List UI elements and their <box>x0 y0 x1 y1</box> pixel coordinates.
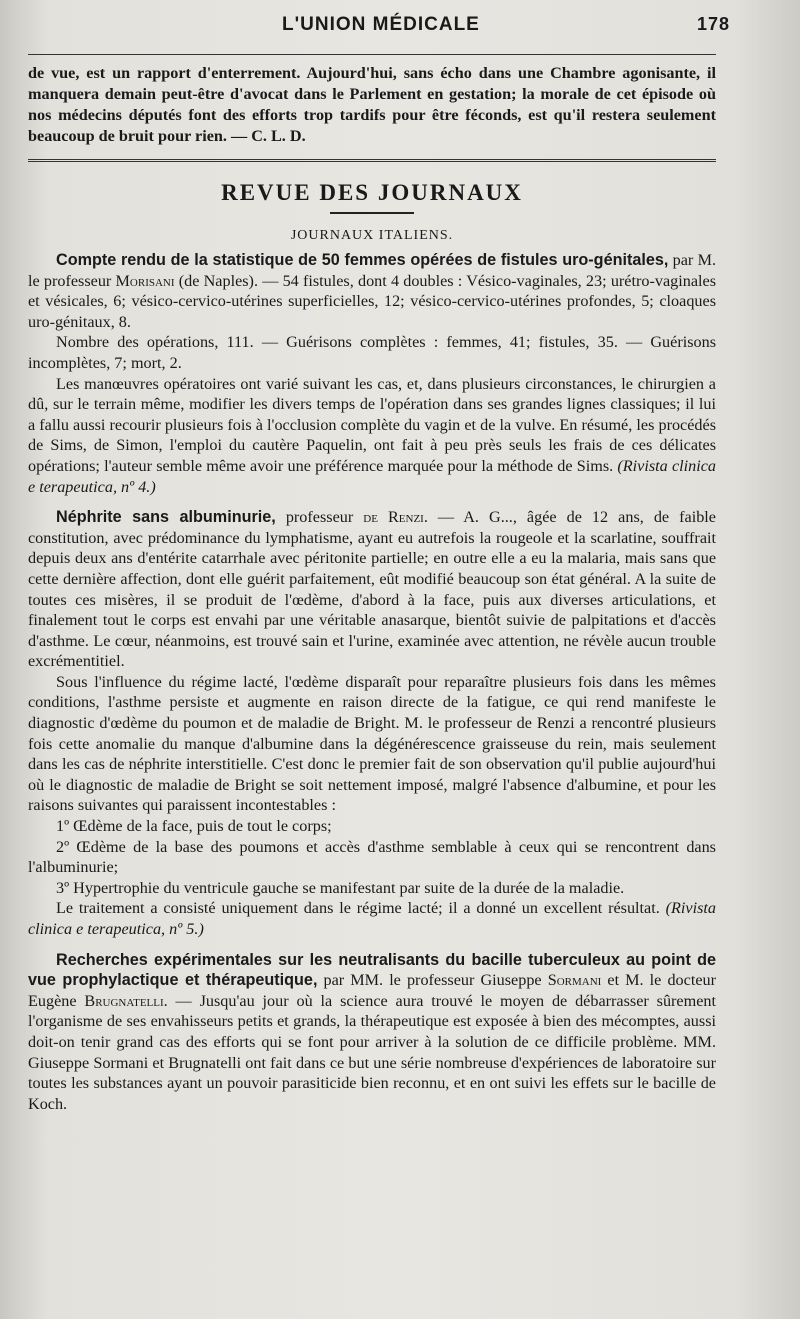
article-recherches <box>28 950 716 1115</box>
article-paragraph <box>28 898 716 939</box>
paragraph-text: Les manœuvres opératoires ont varié suivant les cas, et, dans plusieurs circonstances, le chirurgien a dû, sur le terrain même, modifier les divers temps de l'opération dans ses grandes lignes classiques; il lui a fallu aussi recourir plusieurs fois à l'occlusion complète du vagin et de la vulve. En résumé, les procédés de Sims, de Simon, l'emploi du cautère Paquelin, ont fait à peu près seuls les frais de ces délicates opérations; l'auteur semble même avoir une préférence marquée pour la méthode de Sims. <box>28 374 716 475</box>
article-headline: Néphrite sans albuminurie, <box>56 508 276 527</box>
page-number: 178 <box>696 14 730 34</box>
article-body: . — Jusqu'au jour où la science aura trouvé le moyen de débarrasser sûrement l'organisme de ses envahisseurs petits et grands, la thérapeutique est exposée à bien des mécomptes, aussi doit-on tenir grand cas des efforts qui se font pour arriver à la solution de ce difficile problème. MM. Giuseppe Sormani et Brugnatelli ont fait dans ce but une série nombreuse d'expériences de laboratoire sur toutes les substances ayant un pouvoir parasiticide bien reconnu, et en ont suivi les effets sur le bacille de Koch. <box>28 991 716 1113</box>
paragraph-text: Le traitement a consisté uniquement dans le régime lacté; il a donné un excellent résultat. <box>56 899 660 918</box>
source-citation: (Rivista clinica e terapeutica, nº 5.) <box>28 899 716 938</box>
article-headline: Compte rendu de la statistique de 50 femmes opérées de fistules uro-génitales, <box>56 251 669 269</box>
article-fistules <box>28 250 716 332</box>
article-nephrite <box>28 507 716 672</box>
author-name: Morisani <box>115 271 175 290</box>
article-paragraph <box>28 374 716 498</box>
list-item: 3º Hypertrophie du ventricule gauche se manifestant par suite de la durée de la maladie. <box>56 878 625 897</box>
author-name: Sormani <box>547 971 602 990</box>
source-citation: (Rivista clinica e terapeutica, nº 4.) <box>28 456 716 496</box>
journal-title: L'UNION MÉDICALE <box>282 14 480 35</box>
list-item: 2º Œdème de la base des poumons et accès d'asthme semblable à ceux qui se rencontrent dans l'albuminurie; <box>28 837 716 877</box>
author-connector: et M. le docteur Eugène <box>28 971 716 1010</box>
author-prefix: par MM. le professeur Giuseppe <box>317 971 548 990</box>
subsection-title: JOURNAUX ITALIENS. <box>290 228 454 243</box>
article-body: (de Naples). — 54 fistules, dont 4 doubles : Vésico-vaginales, 23; urétro-vaginales et vésicales, 6; vésico-cervico-utérines superficielles, 12; vésico-cervico-utérines profondes, 5; cloaques uro-génitaux, 8. <box>28 271 716 331</box>
article-body: . — A. G..., âgée de 12 ans, de faible constitution, avec prédominance du lymphatisme, ayant eu autrefois la rougeole et la scarlatine, souffrait depuis deux ans d'entérite catarrhale avec péritonite partielle; en outre elle a eu la malaria, mais sans que cette dernière affection, dont elle guérit parfaitement, eût modifié beaucoup son état général. A la suite de toutes ces misères, il se produit de l'œdème, d'abord à la face, puis aux diverses articulations, et finalement tout le corps est envahi par une véritable anasarque, bientôt suivie de palpitations et d'accès d'asthme. Le cœur, néanmoins, est trouvé sain et l'urine, examinée avec attention, ne révèle aucun trouble excrémentitiel. <box>28 508 716 671</box>
article-headline: Recherches expérimentales sur les neutralisants du bacille tuberculeux au point de vue prophylactique et thérapeutique, <box>28 950 716 990</box>
author-prefix: professeur <box>275 508 364 527</box>
article-paragraph: Nombre des opérations, 111. — Guérisons complètes : femmes, 41; fistules, 35. — Guérisons incomplètes, 7; mort, 2. <box>28 333 716 372</box>
header-rule <box>28 54 716 55</box>
intro-paragraph: de vue, est un rapport d'enterrement. Aujourd'hui, sans écho dans une Chambre agonisante, il manquera demain peut-être d'avocat dans le Parlement en gestation; la morale de cet épisode où nos médecins députés font des efforts trop tardifs pour être féconds, est qu'il restera seulement beaucoup de bruit pour rien. — C. L. D. <box>28 64 716 145</box>
running-head <box>28 14 730 36</box>
author-prefix: par M. le professeur <box>28 251 717 290</box>
author-name: Brugnatelli <box>84 991 164 1010</box>
article-paragraph: Sous l'influence du régime lacté, l'œdème disparaît pour reparaître plusieurs fois dans les mêmes conditions, l'asthme persiste et augmente en raison directe de la fatigue, ce qui rend manifeste le diagnostic d'œdème du poumon et de maladie de Bright. M. le professeur de Renzi a rencontré plusieurs fois cette anomalie du manque d'albumine dans la dégénérescence graisseuse du rein, mais seulement dans les cas de néphrite interstitielle. C'est donc le premier fait de son observation qu'il publie aujourd'hui où le diagnostic de maladie de Bright se soit nettement imposé, malgré l'absence d'albumine, et pour les raisons suivantes qui paraissent incontestables : <box>28 672 716 815</box>
list-item: 1º Œdème de la face, puis de tout le corps; <box>56 817 332 836</box>
section-title: REVUE DES JOURNAUX <box>221 180 523 205</box>
author-name: de Renzi <box>363 508 424 527</box>
section-divider <box>28 159 716 162</box>
title-underline <box>330 212 414 214</box>
